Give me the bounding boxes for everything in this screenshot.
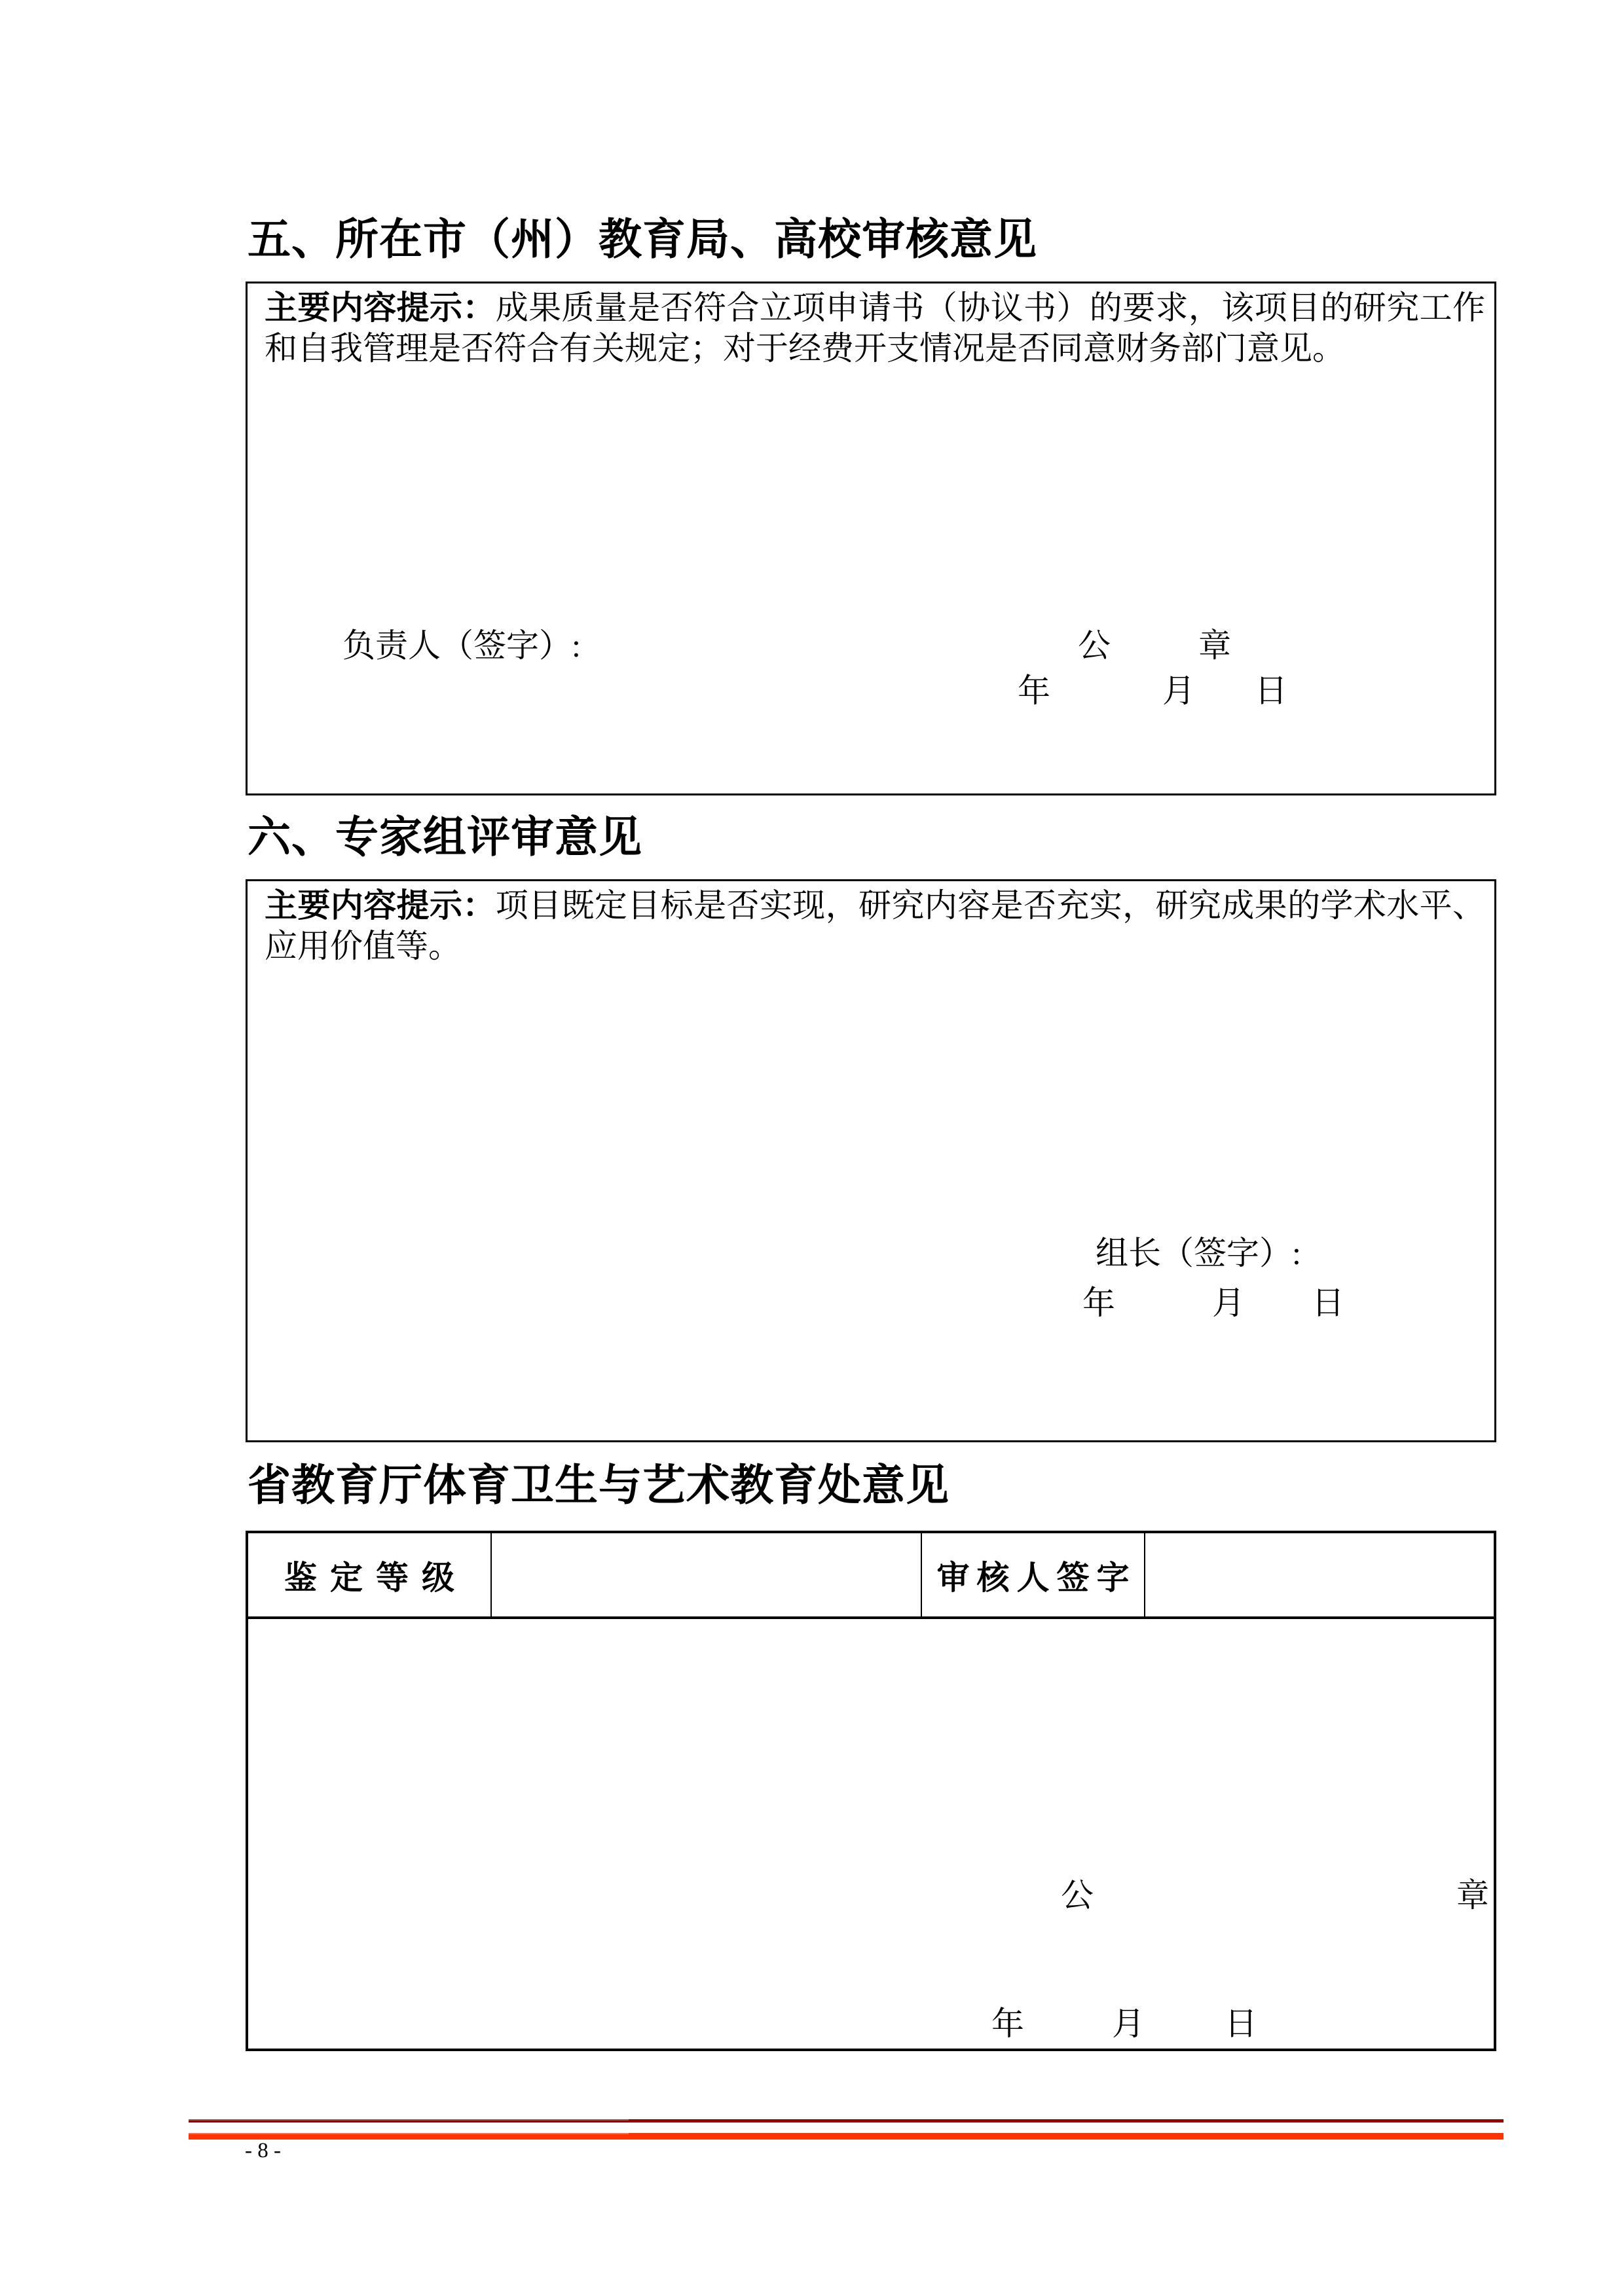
- section5-review-box: [246, 282, 1496, 795]
- section5-sign-label: 负责人（签字）:: [342, 627, 581, 664]
- section6-date-month-label: 月: [1212, 1285, 1245, 1321]
- grade-header-label: 鉴定等级: [284, 1559, 468, 1596]
- section5-date-year-label: 年: [1018, 672, 1050, 709]
- grade-header-cell: [248, 1533, 492, 1616]
- section6-hint: [265, 885, 1485, 966]
- section7-assessment-table: [246, 1531, 1496, 2051]
- signer-value-cell[interactable]: [1145, 1533, 1494, 1616]
- section5-hint: [265, 287, 1485, 369]
- section5-hint-label: 主要内容提示：: [265, 289, 496, 326]
- section5-heading: 五、所在市（州）教育局、高校审核意见: [248, 215, 1037, 263]
- page-number: - 8 -: [245, 2139, 281, 2162]
- section5-hint-body: 成果质量是否符合立项申请书（协议书）的要求，该项目的研究工作和自我管理是否符合有关规定；对于经费开支情况是否同意财务部门意见。: [265, 289, 1486, 367]
- section5-seal-zhang-label: 章: [1198, 627, 1231, 664]
- section5-date-month-label: 月: [1162, 672, 1195, 709]
- section7-date-day-label: 日: [1225, 2005, 1257, 2042]
- section6-review-box: [246, 879, 1496, 1442]
- footer-rule-orange-highlight: [189, 2133, 629, 2134]
- section6-date-year-label: 年: [1082, 1285, 1115, 1321]
- section6-opinion-input-area[interactable]: [249, 979, 1492, 1228]
- section7-seal-gong-label: 公: [1061, 1877, 1094, 1914]
- section7-heading: 省教育厅体育卫生与艺术教育处意见: [248, 1461, 950, 1509]
- signer-header-cell: [922, 1533, 1145, 1616]
- assessment-table-header-row: [248, 1533, 1494, 1619]
- section7-opinion-area[interactable]: [248, 1619, 1494, 2049]
- section5-date-day-label: 日: [1255, 672, 1287, 709]
- section6-sign-label: 组长（签字）:: [1096, 1235, 1301, 1271]
- section5-opinion-input-area[interactable]: [249, 375, 1492, 617]
- section6-hint-body: 项目既定目标是否实现，研究内容是否充实，研究成果的学术水平、应用价值等。: [265, 887, 1486, 964]
- section6-heading: 六、专家组评审意见: [248, 812, 642, 861]
- section5-seal-gong-label: 公: [1078, 627, 1111, 664]
- section7-date-month-label: 月: [1112, 2005, 1145, 2042]
- signer-header-label: 审核人签字: [936, 1559, 1137, 1596]
- section7-seal-zhang-label: 章: [1456, 1877, 1489, 1914]
- section7-date-year-label: 年: [991, 2005, 1024, 2042]
- section6-date-day-label: 日: [1312, 1285, 1344, 1321]
- section6-hint-label: 主要内容提示：: [265, 887, 496, 924]
- footer-rule-orange-red: [189, 2133, 1504, 2140]
- footer-rule-dark-red: [189, 2119, 1504, 2123]
- footer-rule-dark-highlight: [189, 2119, 629, 2121]
- grade-value-cell[interactable]: [492, 1533, 922, 1616]
